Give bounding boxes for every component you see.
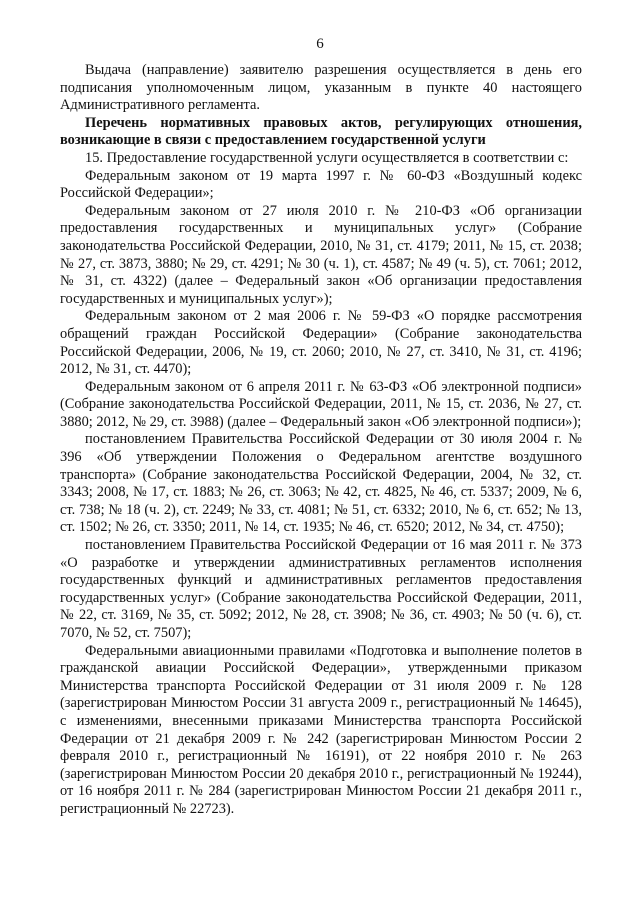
- paragraph-law-59: Федеральным законом от 2 мая 2006 г. № 59-ФЗ «О порядке рассмотрения обращений граждан Российской Федерации» (Собрание законодательства Российской Федерации, 2006, № 19, ст. 2060; 2010, № 27, ст. 3410, № 31, ст. 4196; 2012, № 31, ст. 4470);: [60, 308, 582, 378]
- section-heading: Перечень нормативных правовых актов, регулирующих отношения, возникающие в связи с предоставлением государственной услуги: [60, 114, 582, 149]
- page-number: 6: [316, 36, 324, 52]
- paragraph-decree-373: постановлением Правительства Российской Федерации от 16 мая 2011 г. № 373 «О разработке и утверждении административных регламентов исполнения государственных функций и административных регламентов предоставления государственных услуг» (Собрание законодательства Российской Федерации, 2011, № 22, ст. 3169, № 35, ст. 5092; 2012, № 28, ст. 3908; № 36, ст. 4903; № 50 (ч. 6), ст. 7070, № 52, ст. 7507);: [60, 537, 582, 641]
- paragraph-air-code: Федеральным законом от 19 марта 1997 г. № 60-ФЗ «Воздушный кодекс Российской Федерации»;: [60, 167, 582, 202]
- paragraph-decree-396: постановлением Правительства Российской Федерации от 30 июля 2004 г. № 396 «Об утверждении Положения о Федеральном агентстве воздушного транспорта» (Собрание законодательства Российской Федерации, 2004, № 32, ст. 3343; 2008, № 17, ст. 1883; № 26, ст. 3063; № 42, ст. 4825, № 46, ст. 5337; 2009, № 6, ст. 738; № 18 (ч. 2), ст. 2249; № 33, ст. 4081; № 51, ст. 6332; 2010, № 6, ст. 652; № 13, ст. 1502; № 26, ст. 3350; 2011, № 14, ст. 1935; № 46, ст. 6520; 2012, № 34, ст. 4750);: [60, 431, 582, 536]
- paragraph-aviation-rules: Федеральными авиационными правилами «Подготовка и выполнение полетов в гражданской авиации Российской Федерации», утвержденными приказом Министерства транспорта Российской Федерации от 31 июля 2009 г. № 128 (зарегистрирован Минюстом России 31 августа 2009 г., регистрационный № 14645), с изменениями, внесенными приказами Министерства транспорта Российской Федерации от 21 декабря 2009 г. № 242 (зарегистрирован Минюстом России 2 февраля 2010 г., регистрационный № 16191), от 22 ноября 2010 г. № 263 (зарегистрирован Минюстом России 20 декабря 2010 г., регистрационный № 19244), от 16 ноября 2011 г. № 284 (зарегистрирован Минюстом России 21 декабря 2011 г., регистрационный № 22723).: [60, 642, 582, 817]
- paragraph-law-210: Федеральным законом от 27 июля 2010 г. № 210-ФЗ «Об организации предоставления государственных и муниципальных услуг» (Собрание законодательства Российской Федерации, 2010, № 31, ст. 4179; 2011, № 15, ст. 2038; № 27, ст. 3873, 3880; № 29, ст. 4291; № 30 (ч. 1), ст. 4587; № 49 (ч. 5), ст. 7061; 2012, № 31, ст. 4322) (далее – Федеральный закон «Об организации предоставления государственных и муниципальных услуг»);: [60, 202, 582, 307]
- paragraph-law-63: Федеральным законом от 6 апреля 2011 г. № 63-ФЗ «Об электронной подписи» (Собрание законодательства Российской Федерации, 2011, № 15, ст. 2036, № 27, ст. 3880; 2012, № 29, ст. 3988) (далее – Федеральный закон «Об электронной подписи»);: [60, 378, 582, 430]
- paragraph-issuance: Выдача (направление) заявителю разрешения осуществляется в день его подписания уполномоченным лицом, указанным в пункте 40 настоящего Административного регламента.: [60, 62, 582, 114]
- document-body: [60, 62, 582, 819]
- paragraph-item-15: 15. Предоставление государственной услуги осуществляется в соответствии с:: [85, 149, 569, 166]
